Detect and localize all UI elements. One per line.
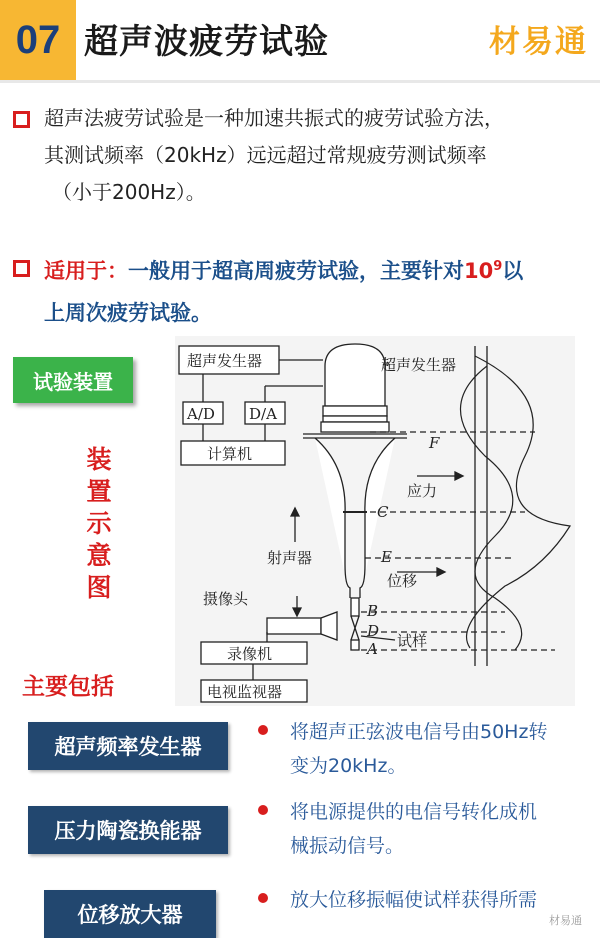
description-line: 将电源提供的电信号转化成机: [290, 801, 538, 823]
brand-logo: 材易通: [489, 24, 588, 60]
cycle-exponent-base: 10: [464, 259, 494, 283]
header-divider: [0, 80, 600, 83]
stress-label: 应力: [407, 482, 438, 500]
description-line: 将超声正弦波电信号由50Hz转: [290, 721, 548, 743]
apparatus-diagram: [175, 336, 575, 706]
applicability-text: 一般用于超高周疲劳试验，主要针对: [128, 259, 464, 283]
generator-label: 超声发生器: [381, 356, 457, 374]
header-bar: [0, 0, 600, 82]
point-label: D: [367, 622, 380, 640]
recorder-box-label: 录像机: [227, 645, 273, 663]
component-description: [290, 715, 590, 783]
square-bullet-icon: [13, 260, 30, 277]
horn-label: 射声器: [267, 549, 313, 567]
vertical-char: 置: [86, 477, 112, 506]
description-line: 械振动信号。: [290, 835, 405, 857]
cycle-exponent-power: 9: [493, 259, 503, 274]
point-label: A: [367, 640, 378, 658]
intro-line-2: 其测试频率（20kHz）远远超过常规疲劳测试频率: [44, 143, 487, 167]
monitor-box-label: 电视监视器: [207, 683, 283, 701]
bullet-dot-icon: [258, 805, 268, 815]
point-label: F: [429, 434, 440, 452]
watermark: 材易通: [549, 914, 582, 927]
camera-icon: [267, 618, 321, 634]
component-description: [290, 883, 590, 917]
intro-line-1: 超声法疲劳试验是一种加速共振式的疲劳试验方法，: [44, 106, 504, 130]
point-label: E: [381, 548, 392, 566]
page-title: 超声波疲劳试验: [84, 22, 329, 62]
bullet-dot-icon: [258, 725, 268, 735]
bullet-dot-icon: [258, 893, 268, 903]
component-box: 位移放大器: [44, 890, 216, 938]
applicability-line-2: 上周次疲劳试验。: [44, 301, 212, 325]
ad-box-label: A/D: [187, 405, 215, 423]
section-number: 07: [0, 0, 76, 80]
vertical-char: 示: [86, 509, 112, 538]
component-box: 压力陶瓷换能器: [28, 806, 228, 854]
point-label: C: [377, 503, 389, 521]
component-box: 超声频率发生器: [28, 722, 228, 770]
description-line: 放大位移振幅使试样获得所需: [290, 889, 538, 911]
applicability-paragraph: [44, 246, 596, 334]
specimen-label: 试样: [397, 632, 428, 650]
point-label: B: [367, 602, 379, 620]
diagram-vertical-label: [80, 444, 118, 604]
camera-label: 摄像头: [203, 590, 249, 608]
setup-label-button: 试验装置: [13, 357, 133, 403]
vertical-char: 图: [86, 573, 112, 602]
generator-box-label: 超声发生器: [187, 352, 263, 370]
components-heading: 主要包括: [22, 674, 114, 700]
computer-box-label: 计算机: [207, 445, 253, 463]
vertical-char: 装: [86, 445, 112, 474]
intro-paragraph: [44, 100, 594, 211]
displacement-label: 位移: [387, 572, 418, 590]
intro-line-3: （小于200Hz）。: [52, 180, 206, 204]
vertical-char: 意: [86, 541, 112, 570]
applicability-prefix: 适用于：: [44, 259, 128, 283]
component-description: [290, 795, 590, 863]
da-box-label: D/A: [249, 405, 277, 423]
square-bullet-icon: [13, 111, 30, 128]
description-line: 变为20kHz。: [290, 755, 407, 777]
applicability-text-end: 以: [502, 259, 524, 283]
